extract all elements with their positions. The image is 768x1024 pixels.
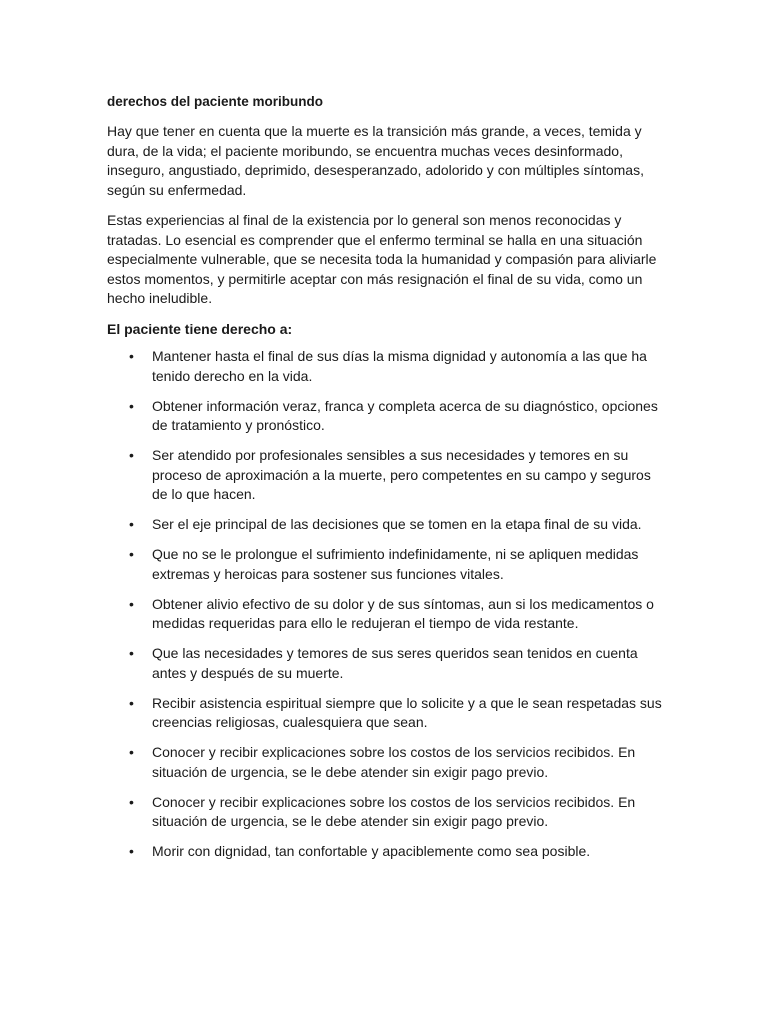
rights-list bbox=[107, 347, 668, 862]
intro-paragraph-2: Estas experiencias al final de la existencia por lo general son menos reconocidas y tratadas. Lo esencial es comprender que el enfermo terminal se halla en una situación especialmente vulnerable, que se necesita toda la humanidad y compasión para aliviarle estos momentos, y permitirle aceptar con más resignación el final de su vida, como un hecho ineludible. bbox=[107, 212, 657, 306]
bullet-icon: • bbox=[129, 645, 134, 661]
list-item bbox=[107, 545, 668, 584]
list-item-text: Que no se le prolongue el sufrimiento indefinidamente, ni se apliquen medidas extremas y heroicas para sostener sus funciones vitales. bbox=[152, 546, 639, 582]
list-item-text: Conocer y recibir explicaciones sobre los costos de los servicios recibidos. En situación de urgencia, se le debe atender sin exigir pago previo. bbox=[152, 793, 636, 829]
list-item bbox=[107, 446, 668, 505]
bullet-icon: • bbox=[129, 744, 134, 760]
bullet-icon: • bbox=[129, 595, 134, 612]
bullet-icon: • bbox=[129, 447, 134, 463]
list-item bbox=[107, 595, 668, 634]
intro-paragraph-1: Hay que tener en cuenta que la muerte es la transición más grande, a veces, temida y dura, de la vida; el paciente moribundo, se encuentra muchas veces desinformado, inseguro, angustiado, deprimido, desesperanzado, adolorido y con múltiples síntomas, según su enfermedad. bbox=[107, 123, 644, 198]
list-item-text: Morir con dignidad, tan confortable y apaciblemente como sea posible. bbox=[152, 843, 591, 859]
document-title: derechos del paciente moribundo bbox=[107, 94, 324, 109]
list-item-text: Mantener hasta el final de sus días la misma dignidad y autonomía a las que ha tenido derecho en la vida. bbox=[152, 348, 647, 384]
list-item bbox=[107, 644, 668, 683]
list-item bbox=[107, 743, 668, 782]
list-item-text: Recibir asistencia espiritual siempre que lo solicite y a que le sean respetadas sus creencias religiosas, cualesquiera que sean. bbox=[152, 694, 662, 730]
list-item bbox=[107, 515, 668, 535]
bullet-icon: • bbox=[129, 516, 134, 532]
list-item bbox=[107, 347, 668, 386]
list-item bbox=[107, 793, 668, 832]
bullet-icon: • bbox=[129, 843, 134, 859]
list-item-text: Ser el eje principal de las decisiones que se tomen en la etapa final de su vida. bbox=[152, 516, 642, 532]
section-heading: El paciente tiene derecho a: bbox=[107, 320, 293, 337]
list-item-text: Que las necesidades y temores de sus seres queridos sean tenidos en cuenta antes y después de su muerte. bbox=[152, 645, 638, 681]
bullet-icon: • bbox=[129, 546, 134, 562]
list-item-text: Obtener información veraz, franca y completa acerca de su diagnóstico, opciones de tratamiento y pronóstico. bbox=[152, 397, 658, 433]
bullet-icon: • bbox=[129, 348, 134, 364]
list-item-text: Obtener alivio efectivo de su dolor y de sus síntomas, aun si los medicamentos o medidas requeridas para ello le redujeran el tiempo de vida restante. bbox=[152, 595, 654, 631]
list-item bbox=[107, 842, 668, 862]
list-item bbox=[107, 397, 668, 436]
list-item bbox=[107, 694, 668, 733]
bullet-icon: • bbox=[129, 397, 134, 414]
bullet-icon: • bbox=[129, 793, 134, 810]
list-item-text: Conocer y recibir explicaciones sobre los costos de los servicios recibidos. En situación de urgencia, se le debe atender sin exigir pago previo. bbox=[152, 744, 636, 780]
bullet-icon: • bbox=[129, 694, 134, 711]
list-item-text: Ser atendido por profesionales sensibles a sus necesidades y temores en su proceso de aproximación a la muerte, pero competentes en su campo y seguros de lo que hacen. bbox=[152, 447, 651, 502]
